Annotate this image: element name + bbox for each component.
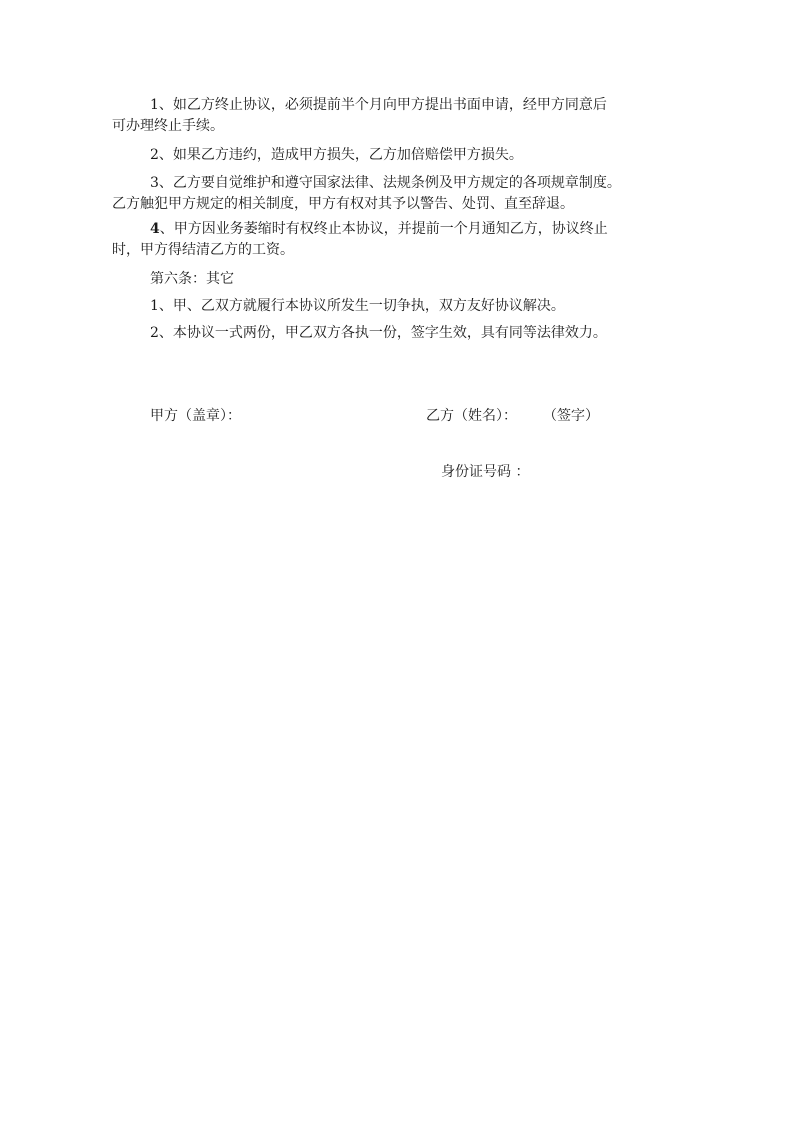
clause-4-line-2: 时，甲方得结清乙方的工资。 — [112, 242, 294, 258]
article-6-item-2 — [112, 323, 677, 344]
article-6-heading-text: 第六条：其它 — [150, 271, 234, 287]
article-6-heading — [112, 269, 677, 290]
party-b-sign-label: （签字） — [543, 408, 599, 424]
clause-2-line-1: 2、如果乙方违约，造成甲方损失，乙方加倍赔偿甲方损失。 — [150, 147, 523, 163]
clause-3-line-1: 3、乙方要自觉维护和遵守国家法律、法规条例及甲方规定的各项规章制度。 — [150, 175, 621, 191]
id-number-label: 身份证号码 ： — [441, 464, 530, 480]
clause-1-line-1: 1、如乙方终止协议，必须提前半个月向甲方提出书面申请，经甲方同意后 — [150, 97, 607, 113]
party-b-name-label: 乙方（姓名）： — [426, 408, 517, 424]
article-6-item-2-text: 2、本协议一式两份，甲乙双方各执一份，签字生效，具有同等法律效力。 — [150, 325, 607, 341]
clause-4-number: 4 — [150, 221, 160, 237]
clause-3-line-2: 乙方触犯甲方规定的相关制度，甲方有权对其予以警告、处罚、直至辞退。 — [112, 196, 574, 212]
clause-4-line-1-text: 、甲方因业务萎缩时有权终止本协议，并提前一个月通知乙方，协议终止 — [159, 221, 608, 237]
clause-4-line-1 — [112, 219, 677, 240]
article-6-item-1 — [112, 296, 677, 317]
clause-2 — [112, 145, 677, 166]
clause-1 — [112, 95, 677, 137]
article-6-item-1-text: 1、甲、乙双方就履行本协议所发生一切争执，双方友好协议解决。 — [150, 298, 565, 314]
clause-3 — [112, 173, 677, 215]
party-a-seal-label: 甲方（盖章）： — [150, 408, 241, 424]
clause-1-line-2: 可办理终止手续。 — [112, 118, 224, 134]
clause-4 — [112, 219, 677, 261]
